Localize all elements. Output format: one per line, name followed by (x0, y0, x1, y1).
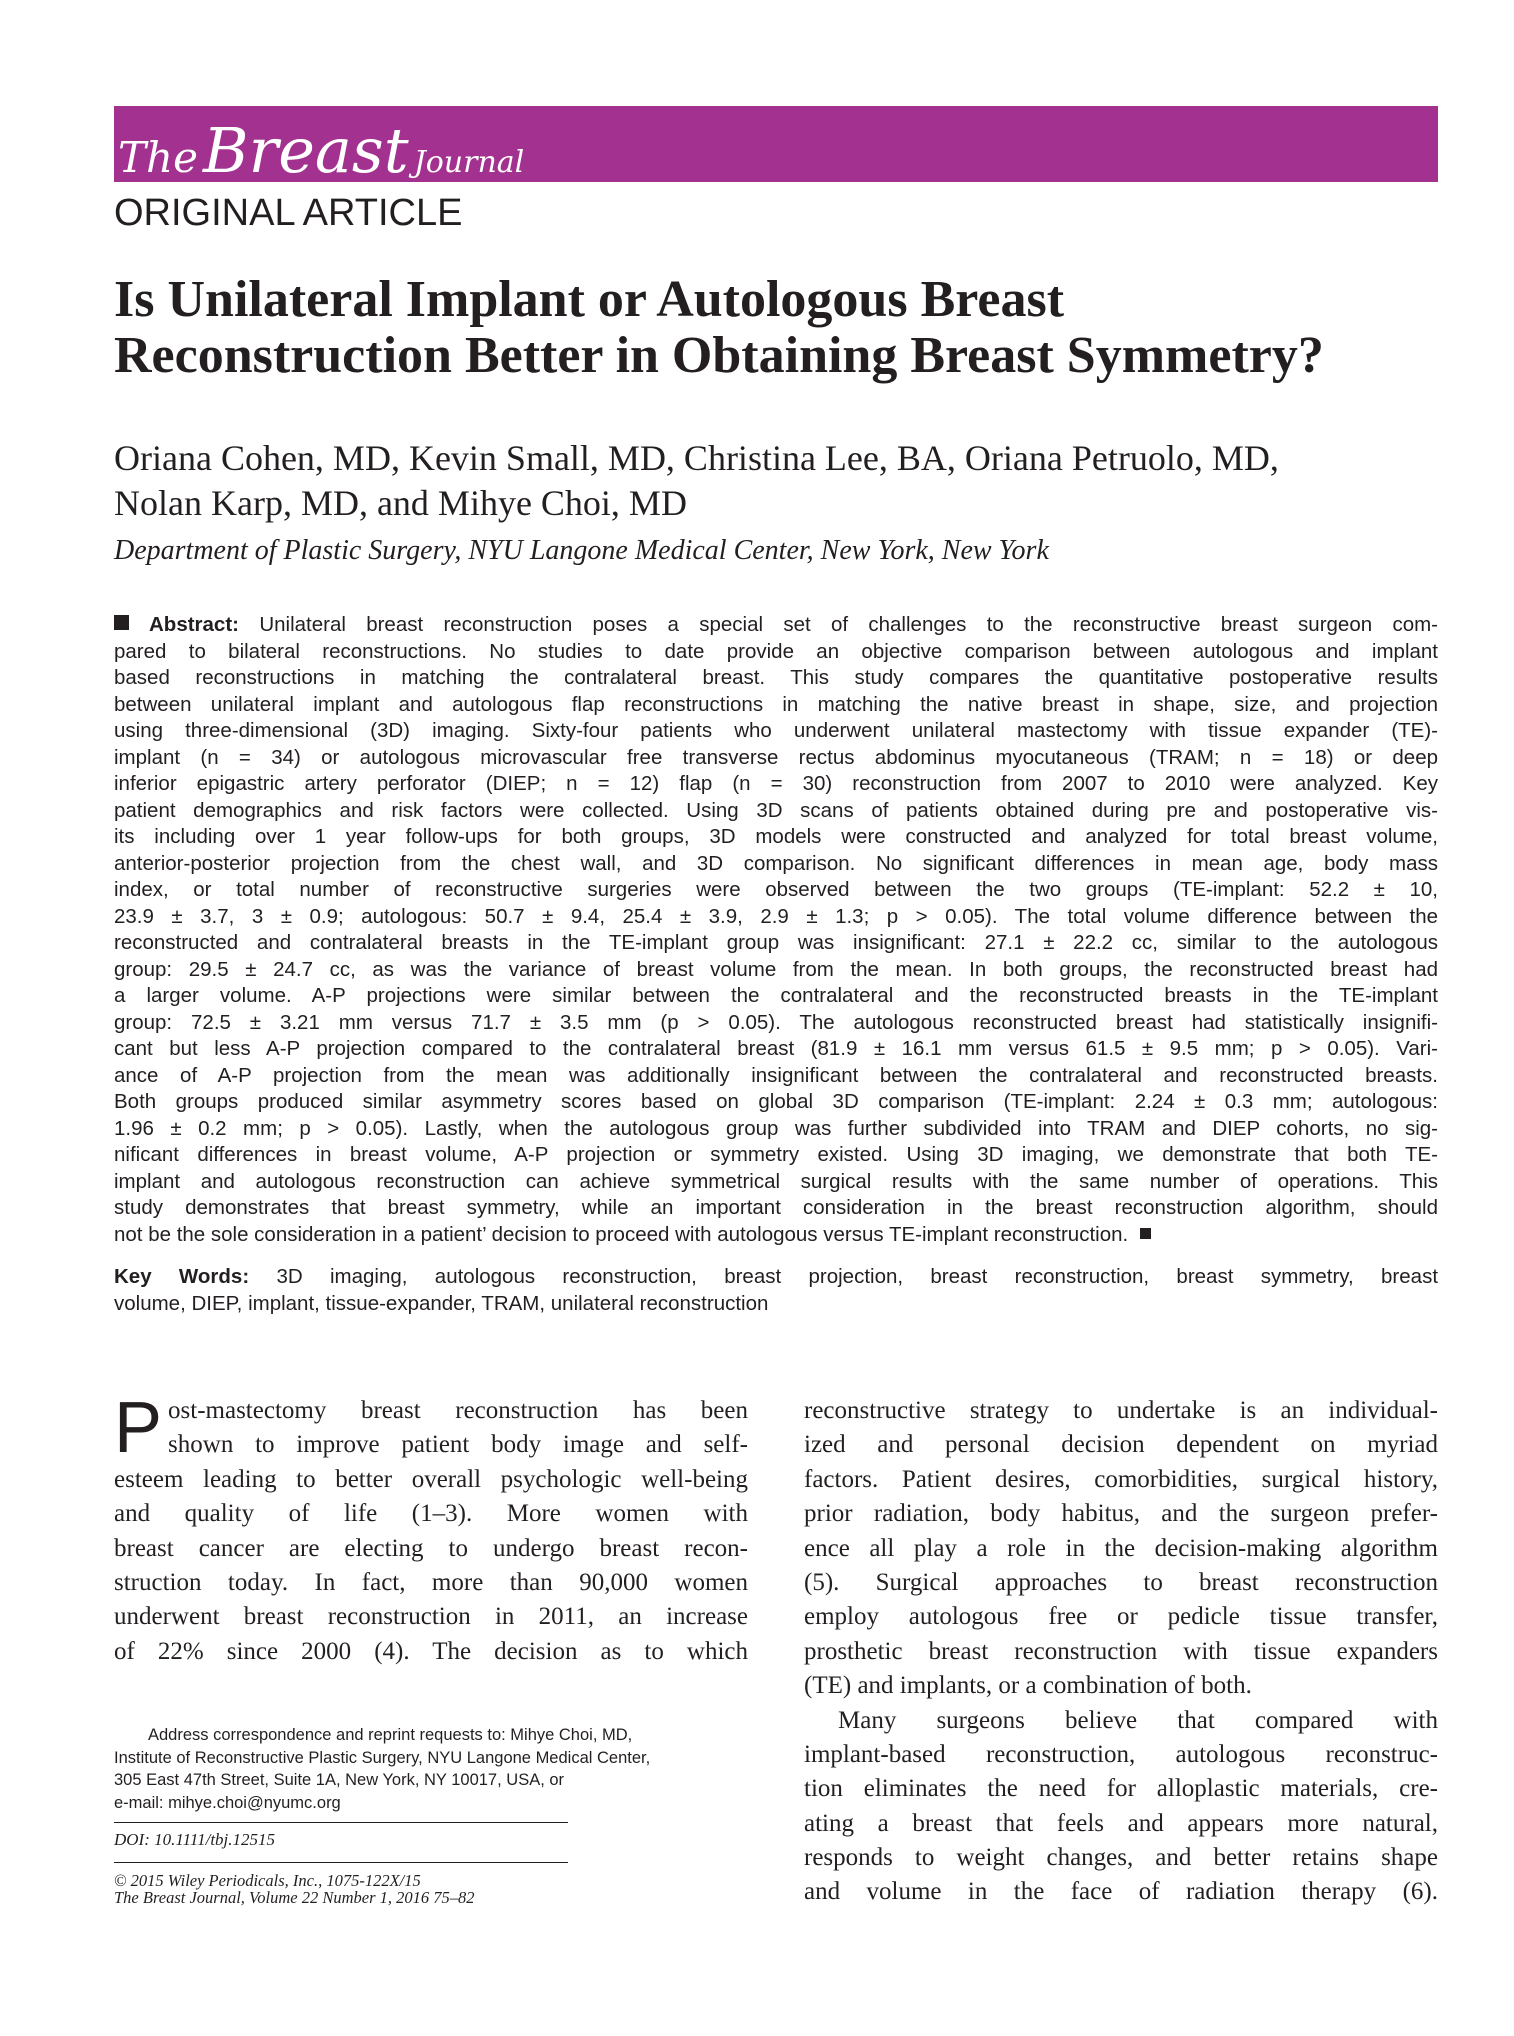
correspondence-line: 305 East 47th Street, Suite 1A, New York, NY 10017, USA, or (114, 1771, 565, 1789)
body-line: and volume in the face of radiation therapy (6). (804, 1878, 1438, 1906)
abstract-line: ance of A-P projection from the mean was additionally insignificant between the contralateral and reconstructed breasts. (114, 1063, 1438, 1087)
abstract-line: nificant differences in breast volume, A-P projection or symmetry existed. Using 3D imaging, we demonstrate that both TE- (114, 1143, 1438, 1166)
abstract-line: between unilateral implant and autologous flap reconstructions in matching the native breast in shape, size, and projection (114, 692, 1438, 716)
body-line: breast cancer are electing to undergo breast recon- (114, 1534, 748, 1562)
footer-divider (114, 1862, 568, 1863)
doi: DOI: 10.1111/tbj.12515 (114, 1830, 276, 1849)
abstract-line (114, 612, 1438, 639)
drop-cap: P (114, 1388, 163, 1468)
keywords-line (114, 1264, 1438, 1291)
abstract-line: using three-dimensional (3D) imaging. Sixty-four patients who underwent unilateral mastectomy with tissue expander (TE)- (114, 719, 1438, 742)
abstract-text: not be the sole consideration in a patient’ decision to proceed with autologous versus TE-implant reconstruction. (114, 1222, 1129, 1246)
body-line: of 22% since 2000 (4). The decision as to which (114, 1637, 748, 1665)
abstract-line: cant but less A-P projection compared to the contralateral breast (81.9 ± 16.1 mm versus 61.5 ± 9.5 mm; p > 0.05). Vari- (114, 1037, 1438, 1060)
body-line: factors. Patient desires, comorbidities, surgical history, (804, 1465, 1438, 1493)
abstract-line: study demonstrates that breast symmetry, while an important consideration in the breast reconstruction algorithm, should (114, 1196, 1438, 1219)
journal-logo (118, 114, 524, 187)
keywords-label: Key Words: (114, 1265, 250, 1288)
abstract-line: based reconstructions in matching the contralateral breast. This study compares the quantitative postoperative results (114, 666, 1438, 689)
body-line: implant-based reconstruction, autologous reconstruc- (804, 1740, 1438, 1768)
body-column-left (114, 1388, 748, 1669)
copyright-block (114, 1872, 475, 1906)
abstract-line: implant and autologous reconstruction can achieve symmetrical surgical results with the same number of operations. This (114, 1169, 1438, 1193)
body-line: reconstructive strategy to undertake is an individual- (804, 1397, 1438, 1424)
keywords-line: volume, DIEP, implant, tissue-expander, TRAM, unilateral reconstruction (114, 1291, 769, 1315)
body-line: Many surgeons believe that compared with (838, 1706, 1438, 1734)
author-list (114, 436, 1438, 526)
abstract-line: a larger volume. A-P projections were similar between the contralateral and the reconstructed breasts in the TE-implant (114, 984, 1438, 1007)
keywords-text: 3D imaging, autologous reconstruction, breast projection, breast reconstruction, breast symmetry, breast (276, 1265, 1439, 1288)
title-line: Reconstruction Better in Obtaining Breast Symmetry? (114, 327, 1324, 384)
body-line: prior radiation, body habitus, and the surgeon prefer- (804, 1500, 1438, 1528)
abstract-line: its including over 1 year follow-ups for both groups, 3D models were constructed and analyzed for total breast volume, (114, 825, 1438, 848)
abstract-line: anterior-posterior projection from the chest wall, and 3D comparison. No significant differences in mean age, body mass (114, 851, 1438, 875)
title-line: Is Unilateral Implant or Autologous Breast (114, 271, 1065, 328)
author-line: Nolan Karp, MD, and Mihye Choi, MD (114, 483, 687, 523)
journal-banner (114, 106, 1438, 187)
abstract (114, 612, 1438, 1248)
abstract-line: pared to bilateral reconstructions. No studies to date provide an objective comparison between autologous and implant (114, 639, 1438, 663)
correspondence-note (114, 1724, 748, 1814)
body-line: prosthetic breast reconstruction with tissue expanders (804, 1637, 1438, 1665)
abstract-line: reconstructed and contralateral breasts in the TE-implant group was insignificant: 27.1 ± 22.2 cc, similar to the autologous (114, 931, 1438, 954)
keywords (114, 1264, 1438, 1317)
correspondence-line: Institute of Reconstructive Plastic Surgery, NYU Langone Medical Center, (114, 1748, 651, 1767)
abstract-line: index, or total number of reconstructive surgeries were observed between the two groups (TE-implant: 52.2 ± 10, (114, 878, 1438, 901)
body-line: tion eliminates the need for alloplastic materials, cre- (804, 1775, 1438, 1803)
body-line: (5). Surgical approaches to breast reconstruction (804, 1568, 1438, 1596)
end-square-icon (1140, 1228, 1151, 1239)
journal-citation: The Breast Journal, Volume 22 Number 1, 2016 75–82 (114, 1888, 475, 1907)
logo-word-journal: Journal (413, 145, 525, 180)
body-line: ence all play a role in the decision-making algorithm (804, 1534, 1438, 1562)
abstract-line: Both groups produced similar asymmetry scores based on global 3D comparison (TE-implant: 2.24 ± 0.3 mm; autologous: (114, 1090, 1438, 1113)
body-line: struction today. In fact, more than 90,000 women (114, 1568, 748, 1596)
body-line: underwent breast reconstruction in 2011, an increase (114, 1603, 748, 1631)
section-label: ORIGINAL ARTICLE (114, 192, 463, 234)
body-line: shown to improve patient body image and self- (168, 1431, 748, 1459)
abstract-line: 23.9 ± 3.7, 3 ± 0.9; autologous: 50.7 ± 9.4, 25.4 ± 3.9, 2.9 ± 1.3; p > 0.05). The total volume difference between the (114, 904, 1438, 928)
abstract-label: Abstract: (149, 613, 239, 636)
abstract-text: Unilateral breast reconstruction poses a special set of challenges to the reconstructive breast surgeon com- (259, 613, 1438, 636)
body-column-right (804, 1394, 1438, 1910)
body-line: (TE) and implants, or a combination of both. (804, 1672, 1252, 1700)
body-line: employ autologous free or pedicle tissue transfer, (804, 1603, 1438, 1631)
body-line: responds to weight changes, and better retains shape (804, 1844, 1438, 1872)
affiliation: Department of Plastic Surgery, NYU Langone Medical Center, New York, New York (114, 535, 1049, 566)
body-line: ost-mastectomy breast reconstruction has been (168, 1397, 748, 1424)
logo-word-breast: Breast (203, 114, 409, 187)
square-bullet-icon (114, 615, 129, 630)
article-title (114, 272, 1438, 384)
body-line: and quality of life (1–3). More women with (114, 1500, 748, 1528)
abstract-line: 1.96 ± 0.2 mm; p > 0.05). Lastly, when the autologous group was further subdivided into TRAM and DIEP cohorts, no sig- (114, 1116, 1438, 1140)
abstract-line: inferior epigastric artery perforator (DIEP; n = 12) flap (n = 30) reconstruction from 2007 to 2010 were analyzed. Key (114, 772, 1438, 795)
body-line: esteem leading to better overall psychologic well-being (114, 1465, 748, 1493)
abstract-line: patient demographics and risk factors were collected. Using 3D scans of patients obtained during pre and postoperative vis- (114, 798, 1438, 822)
logo-word-the: The (118, 133, 198, 182)
body-line: ating a breast that feels and appears more natural, (804, 1809, 1438, 1837)
footer-divider (114, 1822, 568, 1823)
correspondence-line: Address correspondence and reprint requests to: Mihye Choi, MD, (148, 1726, 633, 1744)
copyright: © 2015 Wiley Periodicals, Inc., 1075-122X/15 (114, 1871, 421, 1890)
abstract-line: implant (n = 34) or autologous microvascular free transverse rectus abdominus myocutaneous (TRAM; n = 18) or deep (114, 745, 1438, 769)
body-line: ized and personal decision dependent on myriad (804, 1431, 1438, 1459)
abstract-line (114, 1222, 1438, 1249)
correspondence-line: e-mail: mihye.choi@nyumc.org (114, 1793, 341, 1812)
abstract-line: group: 29.5 ± 24.7 cc, as was the variance of breast volume from the mean. In both groups, the reconstructed breast had (114, 957, 1438, 981)
author-line: Oriana Cohen, MD, Kevin Small, MD, Christina Lee, BA, Oriana Petruolo, MD, (114, 438, 1279, 478)
abstract-line: group: 72.5 ± 3.21 mm versus 71.7 ± 3.5 mm (p > 0.05). The autologous reconstructed breast had statistically insignifi- (114, 1010, 1438, 1034)
